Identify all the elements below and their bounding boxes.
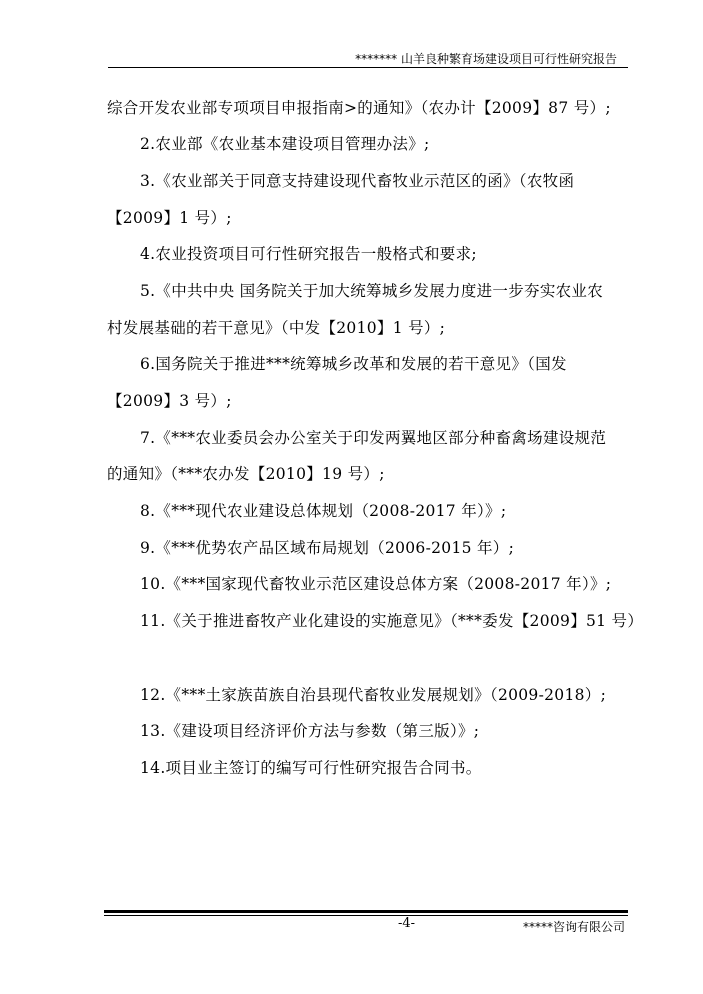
body-line-12: 8.《***现代农业建设总体规划（2008-2017 年）》; xyxy=(140,502,507,520)
body-line-11: 的通知》（***农办发【2010】19 号）; xyxy=(107,465,385,483)
header-title: ******* 山羊良种繁育场建设项目可行性研究报告 xyxy=(355,52,617,66)
body-line-14: 10.《***国家现代畜牧业示范区建设总体方案（2008-2017 年）》; xyxy=(140,575,612,593)
body-line-4: 【2009】1 号）; xyxy=(107,209,232,227)
body-line-18: 14.项目业主签订的编写可行性研究报告合同书。 xyxy=(140,759,482,777)
body-line-15: 11.《关于推进畜牧产业化建设的实施意见》（***委发【2009】51 号） xyxy=(140,612,644,630)
body-line-1: 综合开发农业部专项项目申报指南>的通知》（农办计【2009】87 号）; xyxy=(107,99,611,117)
page-number: -4- xyxy=(398,916,416,931)
body-line-9: 【2009】3 号）; xyxy=(107,392,232,410)
body-line-2: 2.农业部《农业基本建设项目管理办法》; xyxy=(140,135,430,153)
body-line-16: 12.《***土家族苗族自治县现代畜牧业发展规划》（2009-2018）; xyxy=(140,686,607,704)
body-line-5: 4.农业投资项目可行性研究报告一般格式和要求; xyxy=(140,245,477,263)
body-line-17: 13.《建设项目经济评价方法与参数（第三版）》; xyxy=(140,722,480,740)
footer-divider-thick xyxy=(104,910,628,913)
body-line-8: 6.国务院关于推进***统筹城乡改革和发展的若干意见》（国发 xyxy=(140,355,567,373)
header-divider xyxy=(108,67,628,68)
body-line-13: 9.《***优势农产品区域布局规划（2006-2015 年）; xyxy=(140,539,515,557)
body-line-3: 3.《农业部关于同意支持建设现代畜牧业示范区的函》（农牧函 xyxy=(140,172,575,190)
body-line-6: 5.《中共中央 国务院关于加大统筹城乡发展力度进一步夯实农业农 xyxy=(140,282,604,300)
footer-divider-thin xyxy=(104,915,628,916)
body-line-10: 7.《***农业委员会办公室关于印发两翼地区部分种畜禽场建设规范 xyxy=(140,429,607,447)
body-line-7: 村发展基础的若干意见》（中发【2010】1 号）; xyxy=(107,319,446,337)
footer-company: *****咨询有限公司 xyxy=(522,920,625,934)
